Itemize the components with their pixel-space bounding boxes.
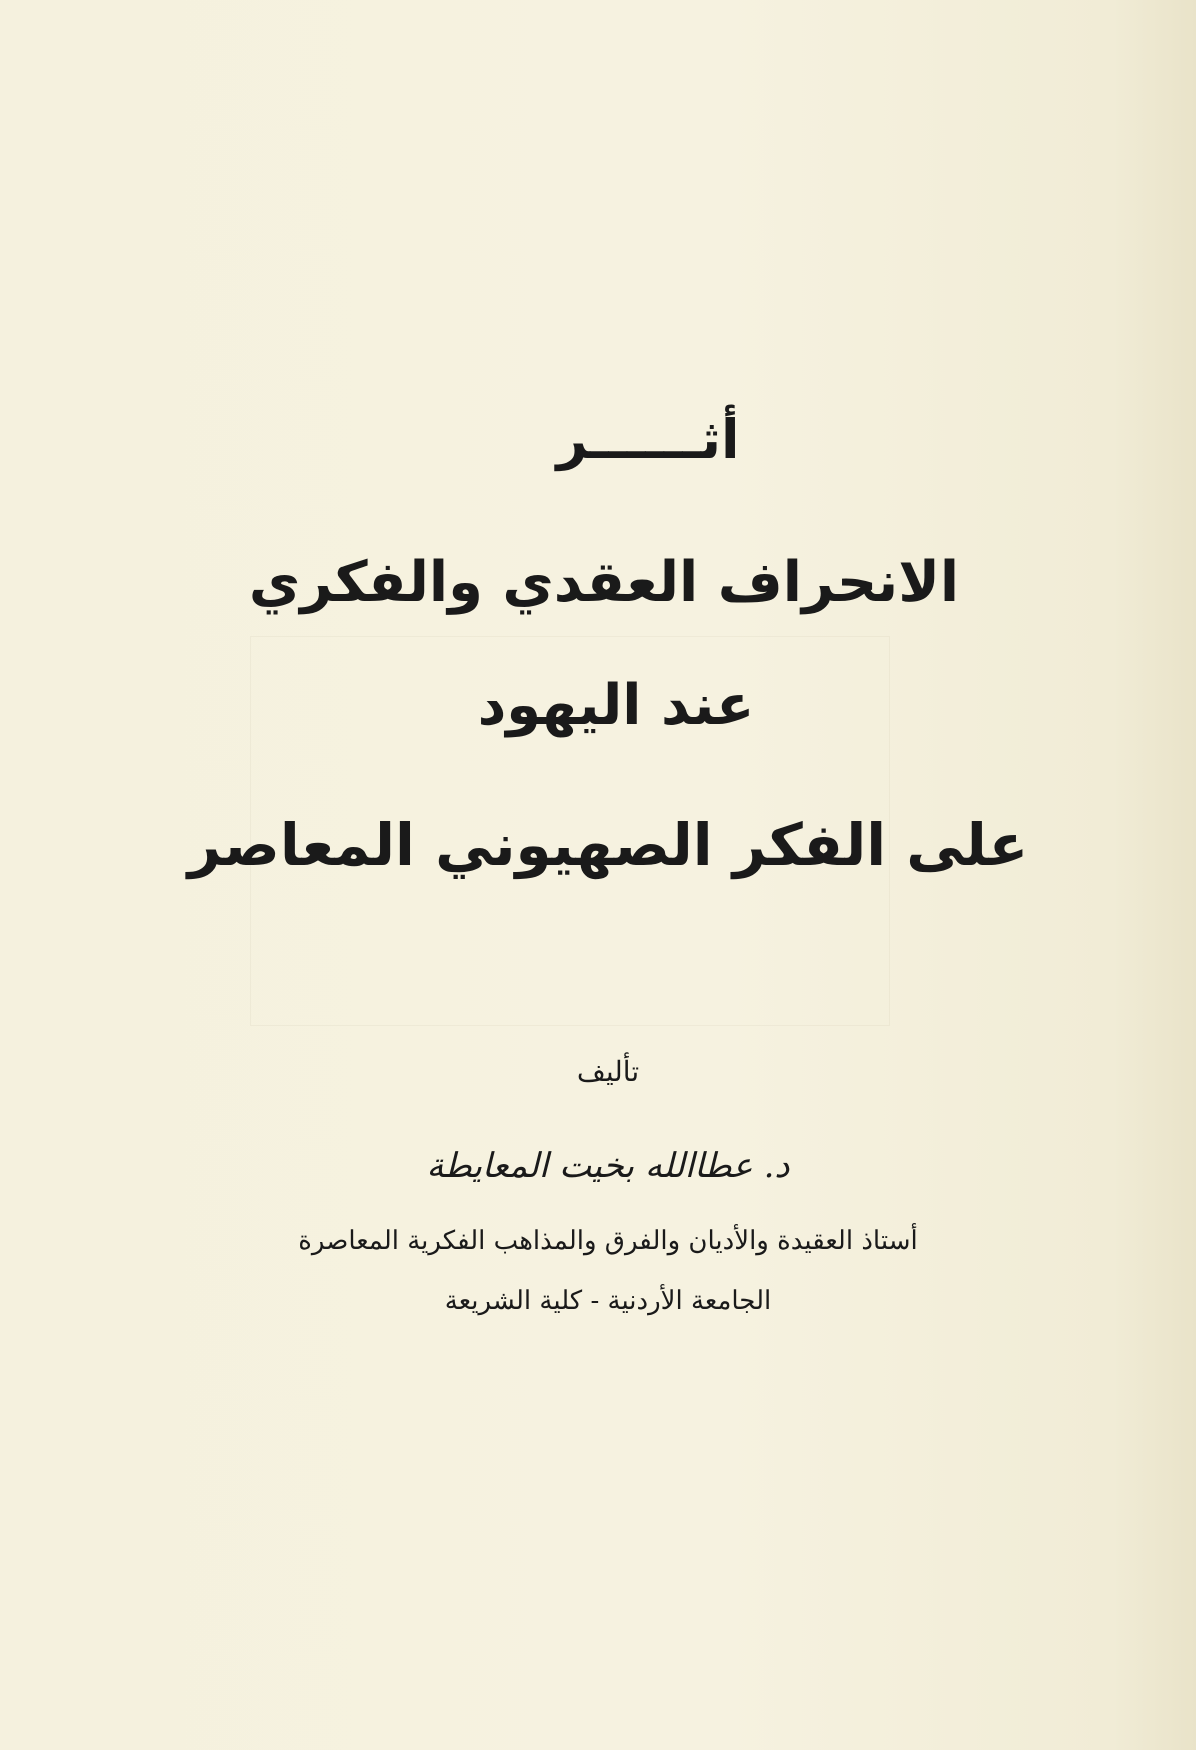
title-line-2: عند اليهود [477, 673, 755, 738]
affiliation-line-1: أستاذ العقيدة والأديان والفرق والمذاهب الفكرية المعاصرة [298, 1226, 918, 1256]
title-line-3: على الفكر الصهيوني المعاصر [187, 811, 1029, 879]
affiliation-line-2: الجامعة الأردنية - كلية الشريعة [444, 1286, 772, 1316]
byline-label: تأليف [576, 1055, 640, 1088]
title-word: أثــــــر [556, 408, 740, 471]
title-line-1: الانحراف العقدي والفكري [248, 550, 960, 615]
author-name: د. عطاالله بخيت المعايطة [426, 1146, 790, 1186]
